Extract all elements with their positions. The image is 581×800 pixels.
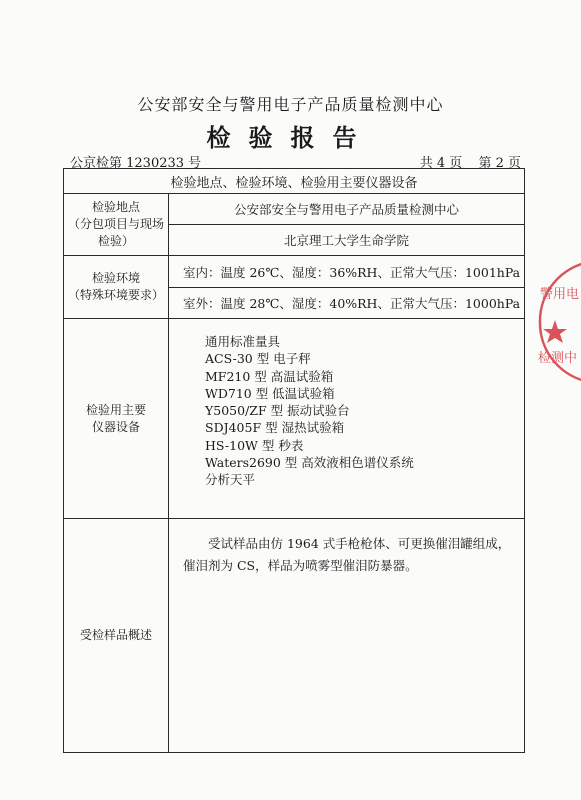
equipment-label bbox=[64, 319, 169, 519]
total-pages: 共 4 页 bbox=[419, 156, 463, 171]
equipment-item: HS-10W 型 秒表 bbox=[205, 437, 304, 453]
report-title: 检验报告 bbox=[206, 123, 375, 152]
equipment-item: WD710 型 低温试验箱 bbox=[205, 385, 335, 401]
equipment-item: ACS-30 型 电子秤 bbox=[205, 351, 311, 367]
location-value-secondary: 北京理工大学生命学院 bbox=[169, 225, 525, 256]
section-title: 检验地点、检验环境、检验用主要仪器设备 bbox=[64, 169, 525, 194]
inspection-table bbox=[63, 168, 525, 753]
location-label-line: （分包项目与现场 bbox=[67, 217, 164, 231]
equipment-item: Waters2690 型 高效液相色谱仪系统 bbox=[205, 455, 414, 471]
organization-name: 公安部安全与警用电子产品质量检测中心 bbox=[137, 95, 444, 114]
equipment-item: 分析天平 bbox=[205, 472, 256, 488]
environment-label-line: （特殊环境要求） bbox=[67, 288, 164, 302]
location-value-primary: 公安部安全与警用电子产品质量检测中心 bbox=[169, 194, 525, 225]
location-label bbox=[64, 194, 169, 256]
location-label-line: 检验地点 bbox=[91, 200, 140, 214]
equipment-label-line: 仪器设备 bbox=[91, 419, 140, 434]
equipment-item: SDJ405F 型 湿热试验箱 bbox=[205, 420, 345, 436]
equipment-item: Y5050/ZF 型 振动试验台 bbox=[205, 403, 350, 419]
sample-description-cell bbox=[169, 519, 525, 753]
equipment-list bbox=[169, 319, 525, 519]
seal-text-top: 警用电 bbox=[540, 287, 580, 302]
sample-label: 受检样品概述 bbox=[64, 519, 169, 753]
environment-label bbox=[64, 256, 169, 319]
seal-star-icon bbox=[543, 320, 567, 343]
location-label-line: 检验） bbox=[97, 234, 134, 248]
environment-indoor: 室内：温度 26℃、湿度：36%RH、正常大气压：1001hPa bbox=[169, 256, 525, 288]
environment-label-line: 检验环境 bbox=[91, 271, 140, 285]
official-seal bbox=[530, 262, 581, 382]
equipment-item: 通用标准量具 bbox=[205, 334, 281, 349]
sample-description: 受试样品由仿 1964 式手枪枪体、可更换催泪罐组成，催泪剂为 CS，样品为喷雾型催泪防暴器。 bbox=[183, 536, 511, 573]
equipment-item: MF210 型 高温试验箱 bbox=[205, 368, 334, 384]
document-number: 公京检第 1230233 号 bbox=[70, 156, 202, 171]
equipment-label-line: 检验用主要 bbox=[85, 402, 146, 417]
seal-text-bottom: 检测中 bbox=[538, 351, 578, 366]
environment-outdoor: 室外：温度 28℃、湿度：40%RH、正常大气压：1000hPa bbox=[169, 288, 525, 319]
page-number: 第 2 页 bbox=[478, 156, 521, 171]
